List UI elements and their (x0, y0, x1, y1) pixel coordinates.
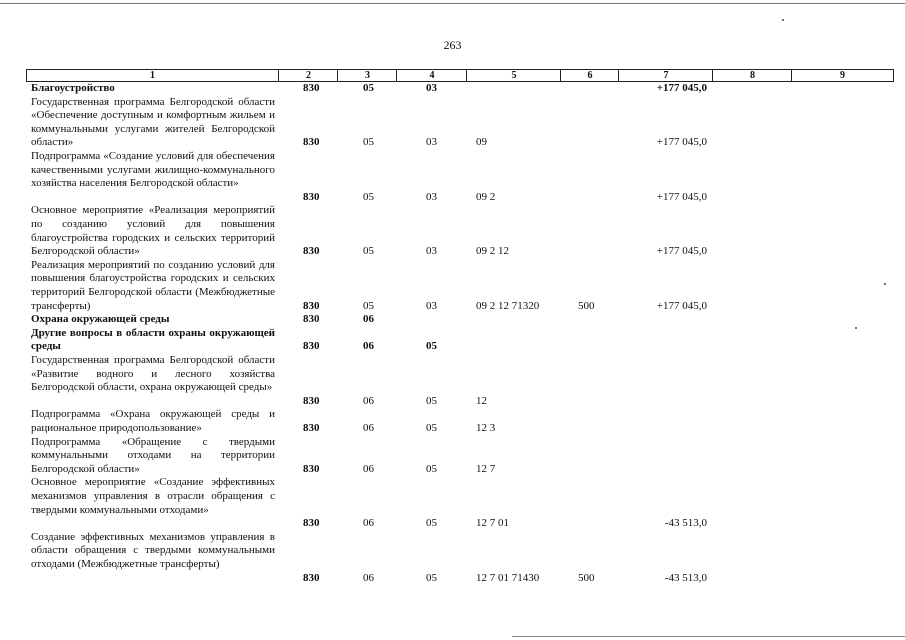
row-admin-code: 830 (303, 299, 320, 312)
row-section: 05 (363, 190, 374, 203)
row-subsection: 03 (426, 245, 437, 258)
row-section: 05 (363, 82, 374, 94)
row-amount: +177 045,0 (656, 136, 707, 149)
row-admin-code: 830 (303, 340, 320, 353)
scan-edge-line (512, 636, 905, 637)
row-admin-code: 830 (303, 462, 320, 475)
table-header (26, 69, 894, 82)
table-row (0, 313, 905, 327)
row-description: Подпрограмма «Создание условий для обеспечения качественными услугами жилищно-коммунального хозяйства населения Белгородской области» (31, 150, 275, 190)
row-description: Охрана окружающей среды (31, 313, 170, 326)
row-subsection: 03 (426, 190, 437, 203)
row-section: 06 (363, 517, 374, 530)
header-col-2: 2 (278, 70, 338, 81)
row-description: Подпрограмма «Охрана окружающей среды и рациональное природопользование» (31, 408, 275, 434)
row-target-article: 12 7 (476, 462, 496, 475)
row-amount: -43 513,0 (664, 571, 707, 584)
row-section: 05 (363, 245, 374, 258)
row-section: 06 (363, 313, 374, 326)
table-row (0, 150, 905, 204)
row-subsection: 05 (426, 340, 437, 353)
row-expense-type: 500 (578, 571, 595, 584)
row-subsection: 03 (426, 136, 437, 149)
row-subsection: 03 (426, 299, 437, 312)
row-description: Подпрограмма «Обращение с твердыми коммунальными отходами на территории Белгородской области» (31, 435, 275, 475)
row-expense-type: 500 (578, 299, 595, 312)
table-row (0, 96, 905, 150)
header-col-6: 6 (560, 70, 619, 81)
row-target-article: 09 2 (476, 190, 496, 203)
row-subsection: 05 (426, 421, 437, 434)
row-section: 06 (363, 462, 374, 475)
row-subsection: 05 (426, 517, 437, 530)
header-col-5: 5 (466, 70, 561, 81)
page-number: 263 (443, 38, 462, 52)
row-admin-code: 830 (303, 82, 320, 94)
row-admin-code: 830 (303, 421, 320, 434)
header-col-9: 9 (791, 70, 893, 81)
row-subsection: 05 (426, 462, 437, 475)
header-col-1: 1 (150, 70, 155, 81)
scan-speck (782, 19, 784, 21)
table-row (0, 436, 905, 477)
row-section: 06 (363, 394, 374, 407)
row-description: Создание эффективных механизмов управления в области обращения с твердыми коммунальными отходами (Межбюджетные трансферты) (31, 530, 275, 570)
row-description: Основное мероприятие «Создание эффективных механизмов управления в отрасли обращения с твердыми коммунальными отходами» (31, 476, 275, 516)
header-col-7: 7 (618, 70, 713, 81)
row-description: Государственная программа Белгородской области «Развитие водного и лесного хозяйства Белгородской области, охрана окружающей среды» (31, 354, 275, 394)
row-amount: -43 513,0 (664, 517, 707, 530)
row-description: Реализация мероприятий по созданию условий для повышения благоустройства городских и сельских территорий Белгородской области (Межбюджетные трансферты) (31, 258, 275, 312)
row-section: 05 (363, 136, 374, 149)
row-section: 06 (363, 340, 374, 353)
row-section: 06 (363, 571, 374, 584)
header-col-4: 4 (396, 70, 467, 81)
row-admin-code: 830 (303, 190, 320, 203)
row-target-article: 09 2 12 71320 (476, 299, 540, 312)
row-section: 06 (363, 421, 374, 434)
table-row (0, 476, 905, 530)
row-target-article: 12 (476, 394, 487, 407)
table-row (0, 259, 905, 313)
row-admin-code: 830 (303, 136, 320, 149)
row-description: Благоустройство (31, 82, 115, 94)
row-description: Государственная программа Белгородской области «Обеспечение доступным и комфортным жильем и коммунальными услугами жителей Белгородской области» (31, 95, 275, 149)
row-section: 05 (363, 299, 374, 312)
row-target-article: 09 (476, 136, 487, 149)
row-description: Другие вопросы в области охраны окружающей среды (31, 326, 275, 353)
row-admin-code: 830 (303, 245, 320, 258)
row-admin-code: 830 (303, 394, 320, 407)
scan-edge-line (0, 3, 905, 4)
table-row (0, 327, 905, 354)
row-description: Основное мероприятие «Реализация мероприятий по созданию условий для повышения благоустройства городских и сельских территорий Белгородской области» (31, 204, 275, 258)
row-amount: +177 045,0 (656, 82, 707, 94)
row-subsection: 05 (426, 571, 437, 584)
header-col-3: 3 (337, 70, 397, 81)
row-target-article: 12 7 01 71430 (476, 571, 540, 584)
table-row (0, 82, 905, 96)
row-admin-code: 830 (303, 313, 320, 326)
row-target-article: 09 2 12 (476, 245, 509, 258)
row-target-article: 12 7 01 (476, 517, 509, 530)
table-row (0, 204, 905, 258)
row-amount: +177 045,0 (656, 245, 707, 258)
table-row (0, 408, 905, 435)
row-amount: +177 045,0 (656, 299, 707, 312)
row-amount: +177 045,0 (656, 190, 707, 203)
row-subsection: 03 (426, 82, 437, 94)
table-row (0, 531, 905, 585)
row-admin-code: 830 (303, 571, 320, 584)
row-subsection: 05 (426, 394, 437, 407)
row-target-article: 12 3 (476, 421, 496, 434)
header-col-8: 8 (712, 70, 792, 81)
row-admin-code: 830 (303, 517, 320, 530)
table-row (0, 354, 905, 408)
